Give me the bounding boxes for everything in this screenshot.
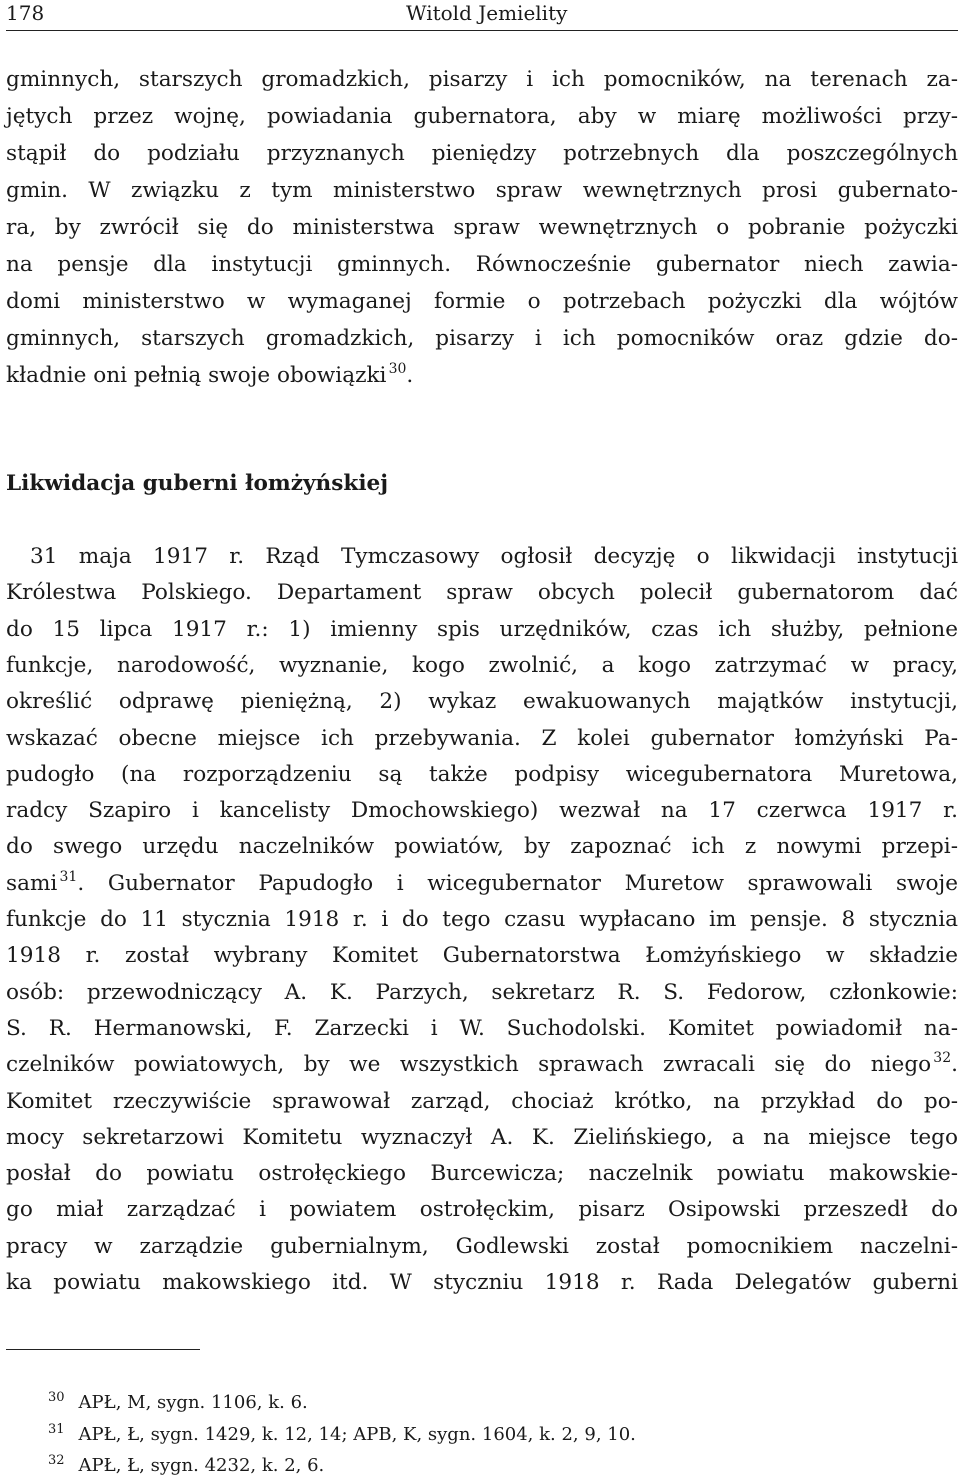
footnote-30 <box>48 1389 308 1417</box>
footnote-32 <box>48 1452 324 1480</box>
text-line: wskazać obecne miejsce ich przebywania. Z kolei gubernator łomżyński Pa- <box>6 726 958 751</box>
text-line: 1918 r. został wybrany Komitet Gubernatorstwa Łomżyńskiego w składzie <box>6 943 958 968</box>
text-line: gminnych, starszych gromadzkich, pisarzy i ich pomocników oraz gdzie do- <box>6 326 958 351</box>
text-line: określić odprawę pieniężną, 2) wykaz ewakuowanych majątków instytucji, <box>6 689 958 714</box>
footnote-text: APŁ, M, sygn. 1106, k. 6. <box>78 1392 308 1413</box>
text-line: na pensje dla instytucji gminnych. Równocześnie gubernator niech zawia- <box>6 252 958 277</box>
text-segment: . <box>951 1052 958 1077</box>
text-line: radcy Szapiro i kancelisty Dmochowskiego) wezwał na 17 czerwca 1917 r. <box>6 798 958 823</box>
text-line: mocy sekretarzowi Komitetu wyznaczył A. K. Zielińskiego, a na miejsce tego <box>6 1125 958 1150</box>
text-line: gminnych, starszych gromadzkich, pisarzy i ich pomocników, na terenach za- <box>6 67 958 92</box>
footnote-number: 32 <box>48 1453 65 1468</box>
text-segment: . Gubernator Papudogło i wicegubernator Muretow sprawowali swoje <box>77 871 958 896</box>
running-title: Witold Jemielity <box>406 1 568 25</box>
text-line: posłał do powiatu ostrołęckiego Burcewicza; naczelnik powiatu makowskie- <box>6 1161 958 1186</box>
footnote-text: APŁ, Ł, sygn. 4232, k. 2, 6. <box>78 1455 325 1476</box>
page-header <box>6 0 958 31</box>
text-line: do 15 lipca 1917 r.: 1) imienny spis urzędników, czas ich służby, pełnione <box>6 617 958 642</box>
text-line: gmin. W związku z tym ministerstwo spraw wewnętrznych prosi gubernato- <box>6 178 958 203</box>
text-segment: czelników powiatowych, by we wszystkich sprawach zwracali się do niego <box>6 1052 932 1077</box>
page-number: 178 <box>6 1 45 25</box>
footnote-number: 31 <box>48 1422 65 1437</box>
footnote-text: APŁ, Ł, sygn. 1429, k. 12, 14; APB, K, sygn. 1604, k. 2, 9, 10. <box>78 1424 636 1445</box>
text-line: stąpił do podziału przyznanych pieniędzy potrzebnych dla poszczególnych <box>6 141 958 166</box>
section-heading: Likwidacja guberni łomżyńskiej <box>6 471 389 496</box>
footnote-number: 30 <box>48 1390 65 1405</box>
footnote-ref-30: 30 <box>388 361 407 377</box>
text-segment: kładnie oni pełnią swoje obowiązki <box>6 363 387 388</box>
text-line <box>6 866 958 902</box>
text-segment: sami <box>6 871 58 896</box>
text-line: ka powiatu makowskiego itd. W styczniu 1918 r. Rada Delegatów guberni <box>6 1270 958 1295</box>
text-line <box>6 358 958 394</box>
text-line: jętych przez wojnę, powiadania gubernatora, aby w miarę możliwości przy- <box>6 104 958 129</box>
text-line: S. R. Hermanowski, F. Zarzecki i W. Suchodolski. Komitet powiadomił na- <box>6 1016 958 1041</box>
footnote-31 <box>48 1421 636 1449</box>
text-line: domi ministerstwo w wymaganej formie o potrzebach pożyczki dla wójtów <box>6 289 958 314</box>
text-line: Królestwa Polskiego. Departament spraw obcych polecił gubernatorom dać <box>6 580 958 605</box>
text-line <box>6 1047 958 1083</box>
text-line: osób: przewodniczący A. K. Parzych, sekretarz R. S. Fedorow, członkowie: <box>6 980 958 1005</box>
text-line: do swego urzędu naczelników powiatów, by zapoznać ich z nowymi przepi- <box>6 834 958 859</box>
text-line: Komitet rzeczywiście sprawował zarząd, chociaż krótko, na przykład do po- <box>6 1089 958 1114</box>
text-line: pudogło (na rozporządzeniu są także podpisy wicegubernatora Muretowa, <box>6 762 958 787</box>
text-line: 31 maja 1917 r. Rząd Tymczasowy ogłosił decyzję o likwidacji instytucji <box>30 544 958 569</box>
footnote-ref-31: 31 <box>59 869 78 885</box>
footnote-ref-32: 32 <box>933 1050 952 1066</box>
text-line: go miał zarządzać i powiatem ostrołęckim, pisarz Osipowski przeszedł do <box>6 1197 958 1222</box>
text-segment: . <box>406 363 414 388</box>
text-line: funkcje do 11 stycznia 1918 r. i do tego czasu wypłacano im pensje. 8 stycznia <box>6 907 958 932</box>
footnote-divider <box>6 1349 200 1350</box>
text-line: funkcje, narodowość, wyznanie, kogo zwolnić, a kogo zatrzymać w pracy, <box>6 653 958 678</box>
text-line: ra, by zwrócił się do ministerstwa spraw wewnętrznych o pobranie pożyczki <box>6 215 958 240</box>
text-line: pracy w zarządzie gubernialnym, Godlewski został pomocnikiem naczelni- <box>6 1234 958 1259</box>
